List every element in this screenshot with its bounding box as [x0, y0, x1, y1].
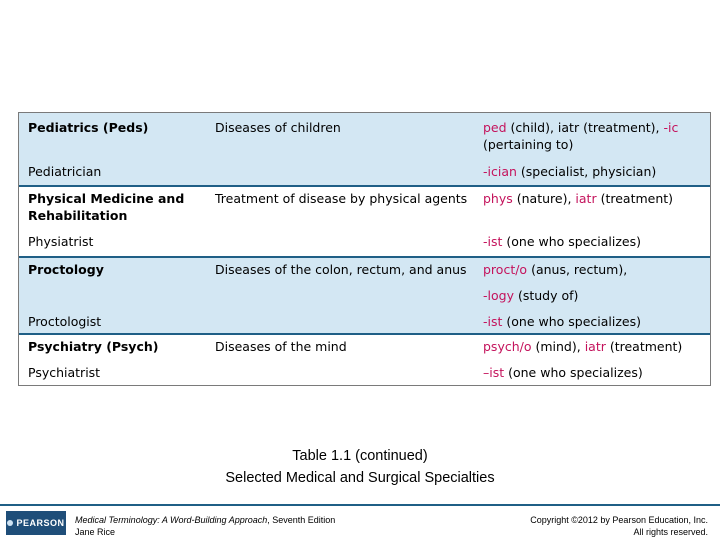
book-author: Jane Rice	[75, 527, 116, 537]
term-cell: Proctology	[28, 262, 104, 277]
word-part-text: (specialist, physician)	[516, 164, 657, 179]
word-part-highlight: psych/o	[483, 339, 532, 354]
term-cell: Pediatrician	[28, 164, 102, 179]
table-row-group-physical-medicine	[19, 185, 710, 256]
meaning-cell: Diseases of the mind	[215, 339, 347, 354]
word-part-highlight: -ist	[483, 234, 503, 249]
meaning-cell: Diseases of children	[215, 120, 341, 135]
table-caption-subtitle: Selected Medical and Surgical Specialties	[225, 470, 495, 486]
term-cell: Psychiatrist	[28, 365, 101, 380]
word-part-text: (treatment)	[596, 191, 674, 206]
word-part-highlight: –ist	[483, 365, 505, 380]
table-row-group-pediatrics	[19, 113, 710, 185]
logo-mark-icon	[7, 520, 13, 526]
word-parts-cell	[483, 261, 703, 278]
term-cell: Proctologist	[28, 314, 102, 329]
word-part-highlight: -ist	[483, 314, 503, 329]
specialties-table	[18, 112, 711, 386]
word-part-text: (child),	[506, 120, 558, 135]
word-part-highlight: iatr	[575, 191, 597, 206]
footer-divider	[0, 504, 720, 506]
meaning-cell: Diseases of the colon, rectum, and anus	[215, 262, 467, 277]
word-part-highlight: phys	[483, 191, 513, 206]
meaning-cell: Treatment of disease by physical agents	[215, 191, 468, 206]
term-cell: Physical Medicine and Rehabilitation	[28, 191, 185, 223]
footer-book-info	[75, 514, 335, 538]
book-title: Medical Terminology: A Word-Building Approach	[75, 515, 268, 525]
word-part-text: (mind),	[531, 339, 585, 354]
table-row-group-proctology	[19, 256, 710, 333]
footer-copyright	[530, 514, 708, 538]
word-part-text: (one who specializes)	[502, 234, 641, 249]
word-part-highlight: -ician	[483, 164, 517, 179]
word-parts-cell	[483, 163, 703, 180]
word-parts-cell	[483, 364, 703, 381]
word-part-highlight: iatr	[584, 339, 606, 354]
word-part-highlight: -ic	[663, 120, 679, 135]
publisher-logo	[6, 511, 66, 535]
term-cell: Physiatrist	[28, 234, 94, 249]
table-caption-title: Table 1.1 (continued)	[292, 448, 428, 464]
rights-text: All rights reserved.	[633, 527, 708, 537]
word-parts-cell	[483, 190, 703, 207]
word-parts-cell	[483, 287, 703, 304]
word-part-text: (study of)	[513, 288, 579, 303]
word-part-text: (nature),	[512, 191, 576, 206]
word-part-text: (one who specializes)	[504, 365, 643, 380]
word-part-text: (anus, rectum),	[527, 262, 628, 277]
word-parts-cell	[483, 119, 703, 153]
word-part-highlight: proct/o	[483, 262, 528, 277]
word-parts-cell	[483, 233, 703, 250]
table-row-group-psychiatry	[19, 333, 710, 385]
word-part-text: (treatment),	[579, 120, 664, 135]
word-part-text: iatr	[557, 120, 580, 135]
term-cell: Psychiatry (Psych)	[28, 339, 159, 354]
term-cell: Pediatrics (Peds)	[28, 120, 149, 135]
word-parts-cell	[483, 338, 703, 355]
word-part-text: (one who specializes)	[502, 314, 641, 329]
logo-text: PEARSON	[16, 518, 65, 528]
word-part-highlight: ped	[483, 120, 507, 135]
copyright-text: Copyright ©2012 by Pearson Education, Inc.	[530, 515, 708, 525]
word-parts-cell	[483, 313, 703, 330]
word-part-text: (treatment)	[605, 339, 683, 354]
word-part-text: (pertaining to)	[483, 137, 574, 152]
book-edition: , Seventh Edition	[267, 515, 336, 525]
word-part-highlight: -logy	[483, 288, 514, 303]
